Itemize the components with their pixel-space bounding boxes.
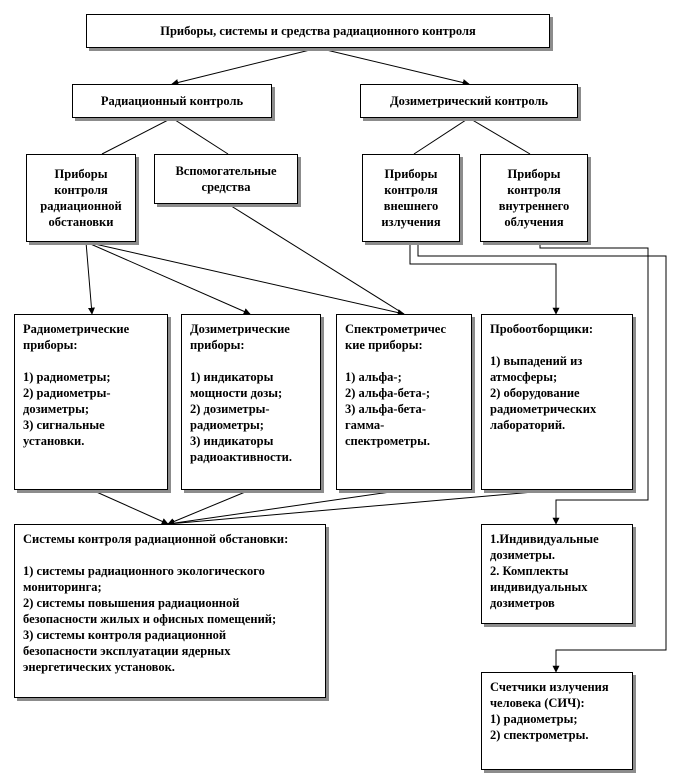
text-line: Вспомогательные [175, 164, 277, 178]
dosimetric-control-title: Дозиметрический контроль [389, 94, 549, 108]
control-systems-node [14, 524, 326, 698]
spectrometric-instruments-node [336, 314, 472, 490]
edge-root-rad [172, 48, 318, 84]
text-line: 1) радиометры; [23, 370, 111, 384]
text-line: безопасности жилых и офисных помещений; [23, 612, 277, 626]
text-line [490, 337, 624, 353]
samplers-node [481, 314, 633, 490]
text-line: радиационной [40, 199, 122, 213]
internal-exposure-text [499, 166, 570, 230]
text-line: контроля [54, 183, 108, 197]
text-line: дозиметры. [490, 548, 555, 562]
text-line: 2) оборудование [490, 386, 580, 400]
text-line: мощности дозы; [190, 386, 283, 400]
text-line: приборы: [190, 338, 245, 352]
edge-dos-ext [414, 118, 469, 154]
external-exposure-text [381, 166, 440, 230]
text-line: Приборы [54, 167, 108, 181]
edge-pri-rm [86, 242, 92, 314]
text-line: Счетчики излучения [490, 680, 609, 694]
text-line: внешнего [383, 199, 439, 213]
edge-ext-pb [410, 242, 556, 314]
text-line: индивидуальных [490, 580, 588, 594]
text-line [23, 353, 159, 369]
text-line: 2) спектрометры. [490, 728, 589, 742]
text-line: человека (СИЧ): [490, 696, 585, 710]
text-line: Радиометрические [23, 322, 130, 336]
text-line: мониторинга; [23, 580, 102, 594]
radiation-control-node [72, 84, 272, 118]
auxiliary-means-node [154, 154, 298, 204]
root-node [86, 14, 550, 48]
text-line: 2) системы повышения радиационной [23, 596, 240, 610]
environment-instruments-text [40, 166, 122, 230]
edge-root-dos [318, 48, 469, 84]
edge-sm-sys [168, 490, 404, 524]
text-line: кие приборы: [345, 338, 423, 352]
text-line: 3) системы контроля радиационной [23, 628, 227, 642]
edge-pri-dm [86, 242, 250, 314]
text-line: 1) выпадений из [490, 354, 583, 368]
text-line: 2. Комплекты [490, 564, 569, 578]
text-line: гамма- [345, 418, 385, 432]
edge-dos-int [469, 118, 530, 154]
individual-dosimeters-node [481, 524, 633, 624]
text-line: Дозиметрические [190, 322, 290, 336]
dosimetric-control-node [360, 84, 578, 118]
text-line: 1.Индивидуальные [490, 532, 599, 546]
text-line: излучения [381, 215, 441, 229]
body-counters-node [481, 672, 633, 770]
text-line: Приборы [384, 167, 438, 181]
environment-instruments-node [26, 154, 136, 242]
text-line [345, 353, 463, 369]
text-line: атмосферы; [490, 370, 558, 384]
internal-exposure-node [480, 154, 588, 242]
text-line: Системы контроля радиационной обстановки: [23, 532, 289, 546]
text-line: 3) индикаторы [190, 434, 274, 448]
dosimetric-instruments-node [181, 314, 321, 490]
text-line: энергетических установок. [23, 660, 175, 674]
text-line: спектрометры. [345, 434, 430, 448]
edge-rm-sys [92, 490, 168, 524]
text-line: 1) радиометры; [490, 712, 578, 726]
text-line: лабораторий. [490, 418, 566, 432]
edge-rad-aux [172, 118, 228, 154]
auxiliary-means-text [175, 163, 276, 195]
edge-rad-pri [102, 118, 172, 154]
text-line: 2) альфа-бета-; [345, 386, 431, 400]
root-title: Приборы, системы и средства радиационного контроля [160, 24, 476, 38]
text-line: приборы: [23, 338, 78, 352]
radiation-control-title: Радиационный контроль [100, 94, 244, 108]
text-line: дозиметров [490, 596, 555, 610]
text-line: 3) сигнальные [23, 418, 105, 432]
external-exposure-node [362, 154, 460, 242]
text-line [190, 353, 312, 369]
text-line: 2) дозиметры- [190, 402, 270, 416]
text-line [23, 547, 317, 563]
text-line: облучения [504, 215, 564, 229]
text-line: радиометрических [490, 402, 597, 416]
text-line: радиоактивности. [190, 450, 292, 464]
edge-pri-sm [86, 242, 404, 314]
text-line: Пробоотборщики: [490, 322, 594, 336]
text-line: 1) индикаторы [190, 370, 274, 384]
text-line: контроля [384, 183, 438, 197]
text-line: 1) альфа-; [345, 370, 402, 384]
text-line: 1) системы радиационного экологического [23, 564, 265, 578]
edge-dm-sys [168, 490, 250, 524]
text-line: контроля [507, 183, 561, 197]
edge-pb-sys [168, 490, 556, 524]
text-line: радиометры; [190, 418, 264, 432]
text-line: установки. [23, 434, 85, 448]
text-line: 2) радиометры- [23, 386, 111, 400]
text-line: внутреннего [498, 199, 570, 213]
text-line: средства [201, 180, 251, 194]
text-line: безопасности эксплуатации ядерных [23, 644, 231, 658]
text-line: обстановки [48, 215, 114, 229]
text-line: 3) альфа-бета- [345, 402, 426, 416]
radiometric-instruments-node [14, 314, 168, 490]
text-line: дозиметры; [23, 402, 90, 416]
text-line: Приборы [507, 167, 561, 181]
text-line: Спектрометричес [345, 322, 447, 336]
